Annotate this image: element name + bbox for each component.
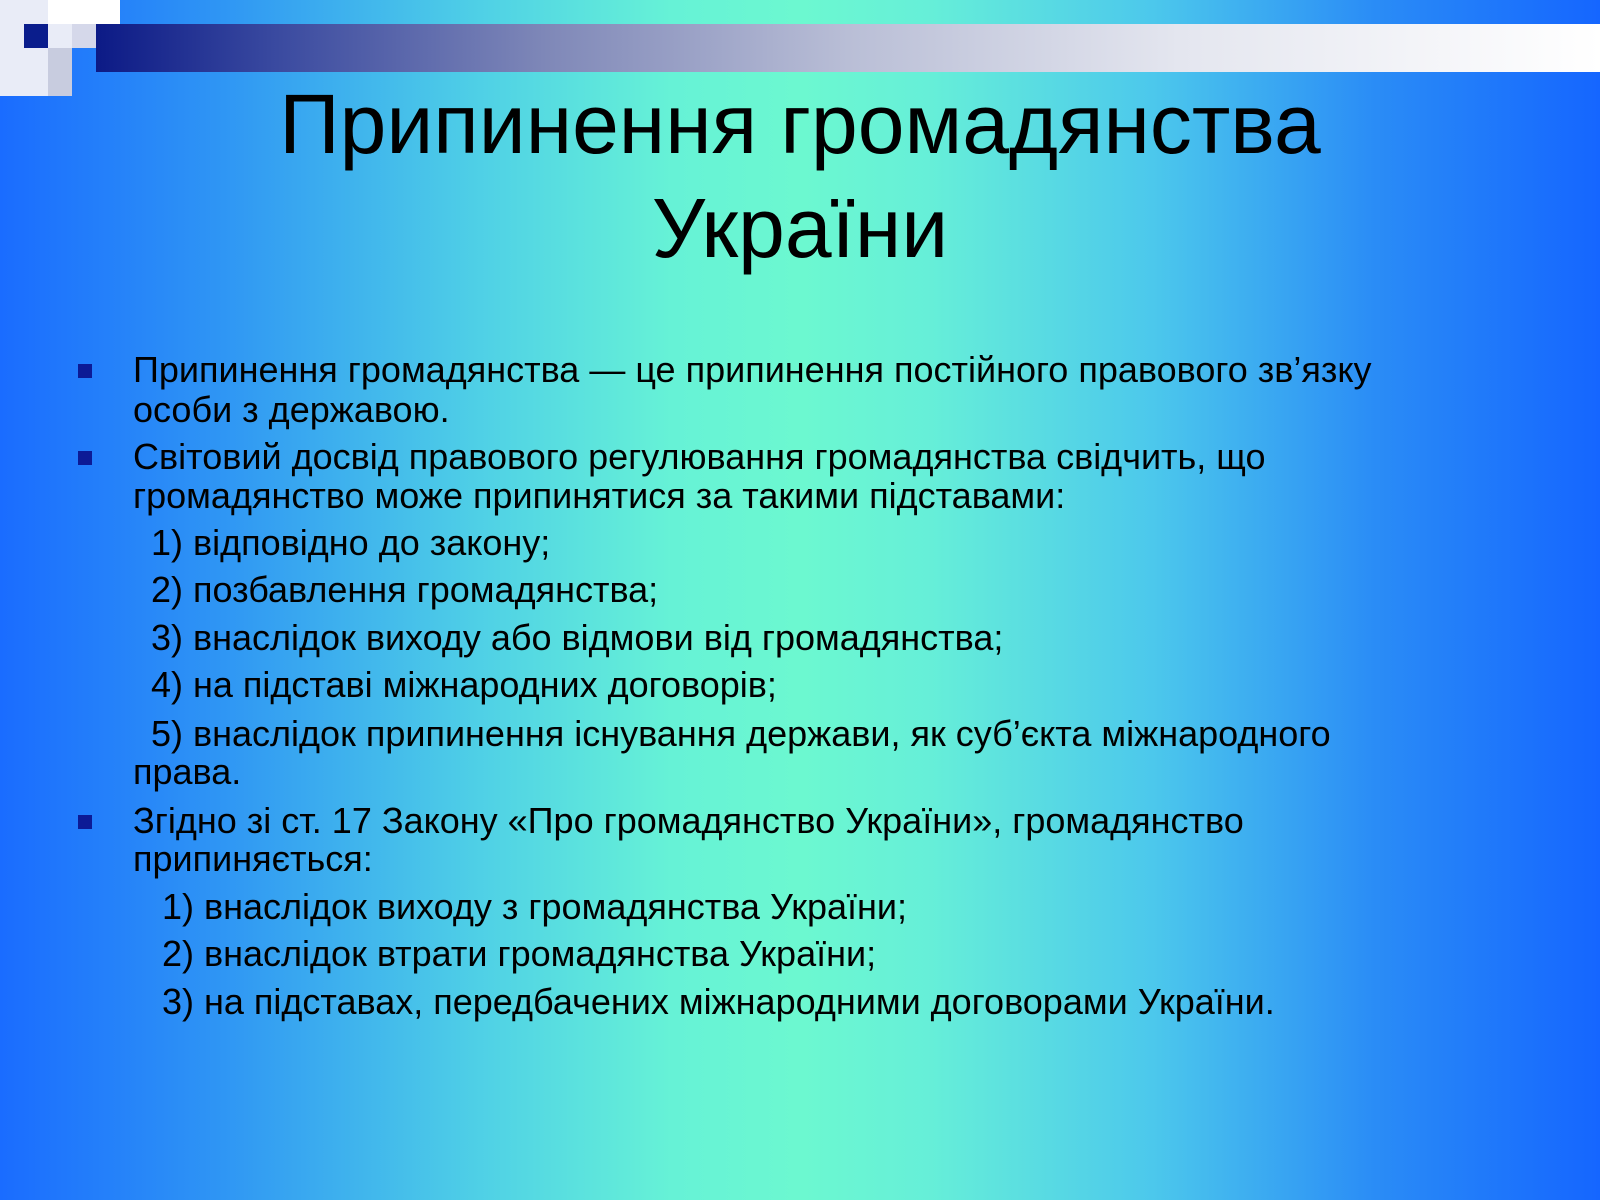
bullet-marker [78,815,92,829]
title-line: України [651,181,949,275]
bullet-text-line: Світовий досвід правового регулювання громадянства свідчить, що [133,436,1266,477]
article-item: 3) на підставах, передбачених міжнародними договорами України. [162,981,1275,1022]
ground-item: 1) відповідно до закону; [151,522,551,563]
ground-item: 2) позбавлення громадянства; [151,569,659,610]
bullet-text-line: припиняється: [133,838,373,879]
article-item: 2) внаслідок втрати громадянства України; [162,933,877,974]
ground-item: 3) внаслідок виходу або відмови від громадянства; [151,617,1004,658]
ground-item: 4) на підставі міжнародних договорів; [151,664,777,705]
ground-item: права. [133,751,242,792]
bullet-text-line: Припинення громадянства — це припинення постійного правового зв’язку [133,349,1372,390]
bullet-text-line: Згідно зі ст. 17 Закону «Про громадянство України», громадянство [133,800,1244,841]
title-line: Припинення громадянства [279,77,1321,171]
bullet-marker [78,451,92,465]
bullet-text-line: особи з державою. [133,389,450,430]
article-item: 1) внаслідок виходу з громадянства України; [162,886,907,927]
ground-item: 5) внаслідок припинення існування держави, як суб’єкта міжнародного [151,713,1331,754]
bullet-text-line: громадянство може припинятися за такими підставами: [133,475,1066,516]
bullet-marker [78,364,92,378]
